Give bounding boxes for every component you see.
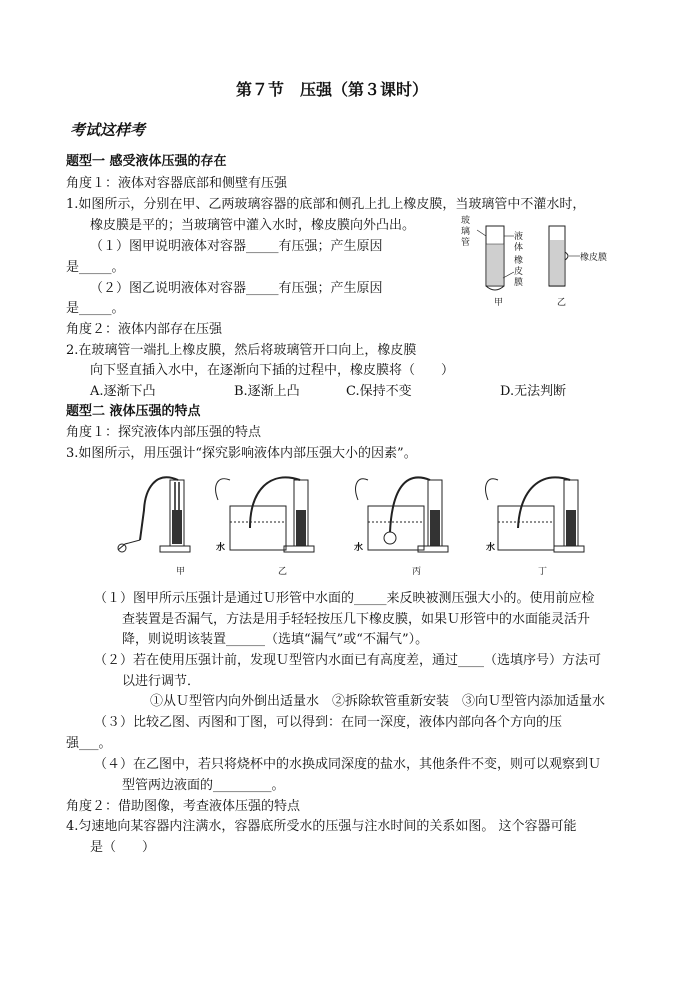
q3-part1-line2: 查装置是否漏气，方法是用手轻轻按压几下橡皮膜，如果Ｕ形管中的水面能灵活升 <box>122 612 591 627</box>
q3-part1-line3: 降，则说明该装置______（选填“漏气”或“不漏气”）。 <box>122 632 429 647</box>
water-label-ding: 水 <box>486 543 496 553</box>
section-heading: 考试这样考 <box>70 121 146 139</box>
type1-angle1: 角度１：液体对容器底部和侧壁有压强 <box>66 176 288 191</box>
type1-angle2: 角度２：液体内部存在压强 <box>66 322 223 337</box>
label-rubber-membrane-vertical: 橡皮膜 <box>514 256 524 288</box>
q3-part3-line2: 强___。 <box>66 736 112 751</box>
type2-angle2: 角度２：借助图像，考查液体压强的特点 <box>66 799 301 814</box>
label-liquid: 液体 <box>514 232 524 253</box>
q2-option-b: B.逐渐上凸 <box>234 384 300 399</box>
q3-pressure-gauge-drawing <box>100 470 620 570</box>
q2-line2: 向下竖直插入水中，在逐渐向下插的过程中，橡皮膜将（ ） <box>90 363 455 378</box>
q3-stem: 3.如图所示，用压强计“探究影响液体内部压强大小的因素”。 <box>66 446 417 461</box>
gauge-bing <box>356 477 448 552</box>
q2-option-a: A.逐渐下凸 <box>90 384 156 399</box>
label-glass-tube: 玻璃管 <box>461 216 471 248</box>
gauge-jia <box>118 477 190 552</box>
caption-yi: 乙 <box>278 567 288 577</box>
caption-jia: 甲 <box>494 298 504 308</box>
gauge-ding <box>486 477 584 552</box>
caption-yi: 乙 <box>557 298 567 308</box>
q2-option-d: D.无法判断 <box>500 384 567 399</box>
gauge-yi <box>216 477 314 552</box>
q3-part4-line1: （４）在乙图中，若只将烧杯中的水换成同深度的盐水，其他条件不变，则可以观察到Ｕ <box>94 757 602 772</box>
q4-line2: 是（ ） <box>90 840 156 855</box>
caption-jia: 甲 <box>176 567 186 577</box>
q1-line2: 橡皮膜是平的；当玻璃管中灌入水时，橡皮膜向外凸出。 <box>90 218 416 233</box>
q1-part1-line2: 是_____。 <box>66 260 125 275</box>
water-label-yi: 水 <box>216 543 226 553</box>
type1-heading: 题型一 感受液体压强的存在 <box>66 154 227 169</box>
page-title: 第７节 压强（第３课时） <box>236 80 429 99</box>
q3-part3-line1: （３）比较乙图、丙图和丁图，可以得到：在同一深度，液体内部向各个方向的压 <box>94 715 563 730</box>
q2-line1: 2.在玻璃管一端扎上橡皮膜，然后将玻璃管开口向上，橡皮膜 <box>66 343 417 358</box>
q4-line1: 4.匀速地向某容器内注满水，容器底所受水的压强与注水时间的关系如图。 这个容器可能 <box>66 819 577 834</box>
q1-apparatus-drawing <box>470 212 610 302</box>
q1-part2-line2: 是_____。 <box>66 301 125 316</box>
type2-heading: 题型二 液体压强的特点 <box>66 404 201 419</box>
label-rubber-membrane: 橡皮膜 <box>580 253 608 263</box>
type2-angle1: 角度１：探究液体内部压强的特点 <box>66 425 262 440</box>
caption-bing: 丙 <box>412 567 422 577</box>
q3-part2-options: ①从Ｕ型管内向外倒出适量水 ②拆除软管重新安装 ③向Ｕ型管内添加适量水 <box>150 694 606 709</box>
q3-part4-line2: 型管两边液面的_________。 <box>122 778 285 793</box>
q2-option-c: C.保持不变 <box>346 384 412 399</box>
q1-line1: 1.如图所示，分别在甲、乙两玻璃容器的底部和侧孔上扎上橡皮膜，当玻璃管中不灌水时， <box>66 197 586 212</box>
water-label-bing: 水 <box>354 543 364 553</box>
q3-part1-line1: （１）图甲所示压强计是通过Ｕ形管中水面的_____来反映被测压强大小的。使用前应检 <box>94 591 595 606</box>
q1-part2-line1: （２）图乙说明液体对容器_____有压强；产生原因 <box>90 281 383 296</box>
caption-ding: 丁 <box>538 567 548 577</box>
q3-part2-line1: （２）若在使用压强计前，发现Ｕ型管内水面已有高度差，通过____（选填序号）方法可 <box>94 653 602 668</box>
q1-part1-line1: （１）图甲说明液体对容器_____有压强；产生原因 <box>90 239 383 254</box>
q3-part2-line2: 以进行调节． <box>122 674 201 689</box>
